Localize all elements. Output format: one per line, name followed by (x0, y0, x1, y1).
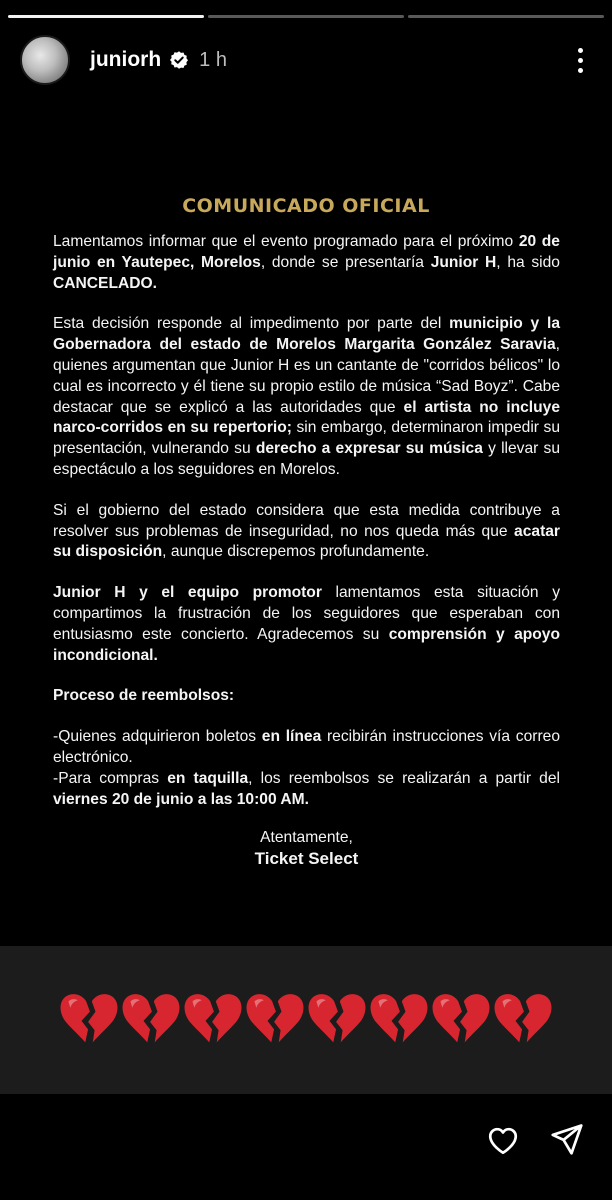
signature-name: Ticket Select (254, 849, 359, 869)
story-progress (8, 15, 604, 19)
broken-heart-icon (431, 992, 491, 1048)
refund-item-online: -Quienes adquirieron boletos en línea recibirán instrucciones vía correo electrónico. (53, 728, 560, 766)
caption-emoji-row (0, 946, 612, 1094)
broken-heart-icon (493, 992, 553, 1048)
paragraph-4: Junior H y el equipo promotor lamentamos esta situación y compartimos la frustración de los seguidores que esperaban con entusiasmo este concierto. Agradecemos su comprensión y apoyo incondicional. (53, 584, 561, 664)
heart-outline-icon[interactable] (484, 1122, 522, 1158)
broken-heart-icon (121, 992, 181, 1048)
broken-heart-icon (369, 992, 429, 1048)
broken-heart-icon (183, 992, 243, 1048)
announcement-title: COMUNICADO OFICIAL (182, 195, 430, 217)
story-header (20, 34, 592, 86)
closing-text: Atentamente, (260, 829, 353, 847)
broken-heart-icon (59, 992, 119, 1048)
signature-block (53, 828, 560, 870)
paragraph-2: Esta decisión responde al impedimento por parte del municipio y la Gobernadora del estado de Morelos Margarita González Saravia, quienes argumentan que Junior H es un cantante de "corridos bélicos" lo cual es incorrecto y él tiene su propio estilo de música “Sad Boyz”. Cabe destacar que se explicó a las autoridades que el artista no incluye narco-corridos en su repertorio; sin embargo, determinaron impedir su presentación, vulnerando su derecho a expresar su música y llevar su espectáculo a los seguidores en Morelos. (53, 315, 560, 478)
post-time: 1 h (199, 48, 227, 71)
username[interactable]: juniorh (90, 48, 162, 71)
paper-plane-icon[interactable] (549, 1121, 585, 1157)
broken-heart-icon (245, 992, 305, 1048)
progress-segment (8, 15, 204, 18)
progress-segment (408, 15, 604, 18)
story-image (0, 150, 612, 945)
announcement-body (53, 232, 560, 870)
paragraph-1: Lamentamos informar que el evento programado para el próximo 20 de junio en Yautepec, Morelos, donde se presentaría Junior H, ha sido CANCELADO. (53, 233, 560, 292)
progress-segment (208, 15, 404, 18)
avatar[interactable] (20, 35, 70, 85)
progress-fill (8, 15, 204, 18)
refund-item-boxoffice: -Para compras en taquilla, los reembolsos se realizarán a partir del viernes 20 de junio a las 10:00 AM. (53, 769, 560, 808)
more-options-icon[interactable] (568, 40, 592, 80)
refund-heading: Proceso de reembolsos: (53, 687, 235, 705)
verified-badge-icon (169, 50, 189, 70)
broken-heart-icon (307, 992, 367, 1048)
story-footer (0, 1094, 612, 1200)
refund-list (53, 727, 560, 810)
paragraph-3: Si el gobierno del estado considera que esta medida contribuye a resolver sus problemas de inseguridad, no nos queda más que acatar su disposición, aunque discrepemos profundamente. (53, 501, 560, 561)
